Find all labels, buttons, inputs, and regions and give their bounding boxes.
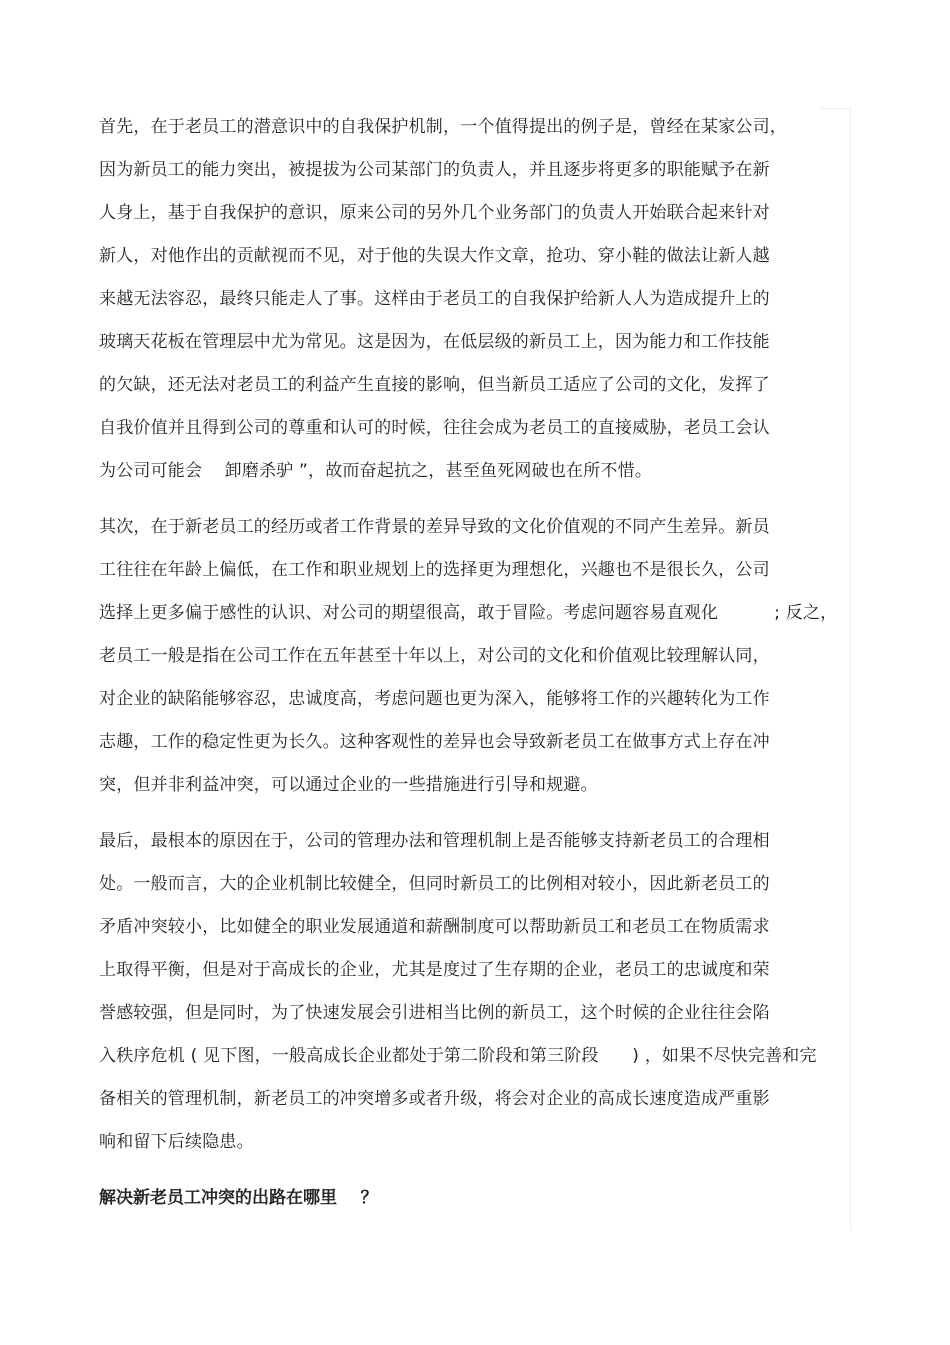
- paragraph-background-difference: [99, 512, 849, 813]
- page-border-right: [850, 108, 851, 1230]
- paragraph-self-protection: [99, 112, 849, 499]
- text-line: 矛盾冲突较小，比如健全的职业发展通道和薪酬制度可以帮助新员工和老员工在物质需求: [99, 917, 770, 937]
- text-line: 首先，在于老员工的潜意识中的自我保护机制，一个值得提出的例子是，曾经在某家公司，: [99, 117, 787, 137]
- paragraph-spacer: [99, 1170, 849, 1183]
- section-heading: 解决新老员工冲突的出路在哪里 ？: [99, 1188, 378, 1208]
- text-line: 新人，对他作出的贡献视而不见，对于他的失误大作文章，抢功、穿小鞋的做法让新人越: [99, 246, 770, 266]
- text-line: 上取得平衡，但是对于高成长的企业，尤其是度过了生存期的企业，老员工的忠诚度和荣: [99, 960, 770, 980]
- text-line: 最后，最根本的原因在于，公司的管理办法和管理机制上是否能够支持新老员工的合理相: [99, 831, 770, 851]
- paragraph-spacer: [99, 499, 849, 512]
- text-line: 人身上，基于自我保护的意识，原来公司的另外几个业务部门的负责人开始联合起来针对: [99, 203, 770, 223]
- text-line: 为公司可能会 卸磨杀驴 ”，故而奋起抗之，甚至鱼死网破也在所不惜。: [99, 461, 653, 481]
- paragraph-spacer: [99, 813, 849, 826]
- text-line: 对企业的缺陷能够容忍，忠诚度高，考虑问题也更为深入，能够将工作的兴趣转化为工作: [99, 689, 770, 709]
- text-line: 其次，在于新老员工的经历或者工作背景的差异导致的文化价值观的不同产生差异。新员: [99, 517, 770, 537]
- text-line: 的欠缺，还无法对老员工的利益产生直接的影响，但当新员工适应了公司的文化，发挥了: [99, 375, 770, 395]
- text-line: 选择上更多偏于感性的认识、对公司的期望很高，敢于冒险。考虑问题容易直观化 ; 反之，: [99, 603, 838, 623]
- text-line: 自我价值并且得到公司的尊重和认可的时候，往往会成为老员工的直接威胁，老员工会认: [99, 418, 770, 438]
- text-line: 玻璃天花板在管理层中尤为常见。这是因为，在低层级的新员工上，因为能力和工作技能: [99, 332, 770, 352]
- text-line: 突，但并非利益冲突，可以通过企业的一些措施进行引导和规避。: [99, 775, 598, 795]
- paragraph-management-mechanism: [99, 826, 849, 1170]
- text-line: 因为新员工的能力突出，被提拔为公司某部门的负责人，并且逐步将更多的职能赋予在新: [99, 160, 770, 180]
- text-line: 誉感较强，但是同时，为了快速发展会引进相当比例的新员工，这个时候的企业往往会陷: [99, 1003, 770, 1023]
- text-line: 备相关的管理机制，新老员工的冲突增多或者升级，将会对企业的高成长速度造成严重影: [99, 1089, 770, 1109]
- text-line: 来越无法容忍，最终只能走人了事。这样由于老员工的自我保护给新人人为造成提升上的: [99, 289, 770, 309]
- text-line: 响和留下后续隐患。: [99, 1132, 254, 1152]
- text-line: 志趣，工作的稳定性更为长久。这种客观性的差异也会导致新老员工在做事方式上存在冲: [99, 732, 770, 752]
- text-line: 入秩序危机 ( 见下图，一般高成长企业都处于第二阶段和第三阶段 ) ，如果不尽快完善和完: [99, 1046, 817, 1066]
- text-line: 工往往在年龄上偏低，在工作和职业规划上的选择更为理想化，兴趣也不是很长久，公司: [99, 560, 770, 580]
- text-line: 老员工一般是指在公司工作在五年甚至十年以上，对公司的文化和价值观比较理解认同，: [99, 646, 770, 666]
- page-border-top: [820, 108, 851, 109]
- document-body: [99, 112, 849, 1226]
- text-line: 处。一般而言，大的企业机制比较健全，但同时新员工的比例相对较小，因此新老员工的: [99, 874, 770, 894]
